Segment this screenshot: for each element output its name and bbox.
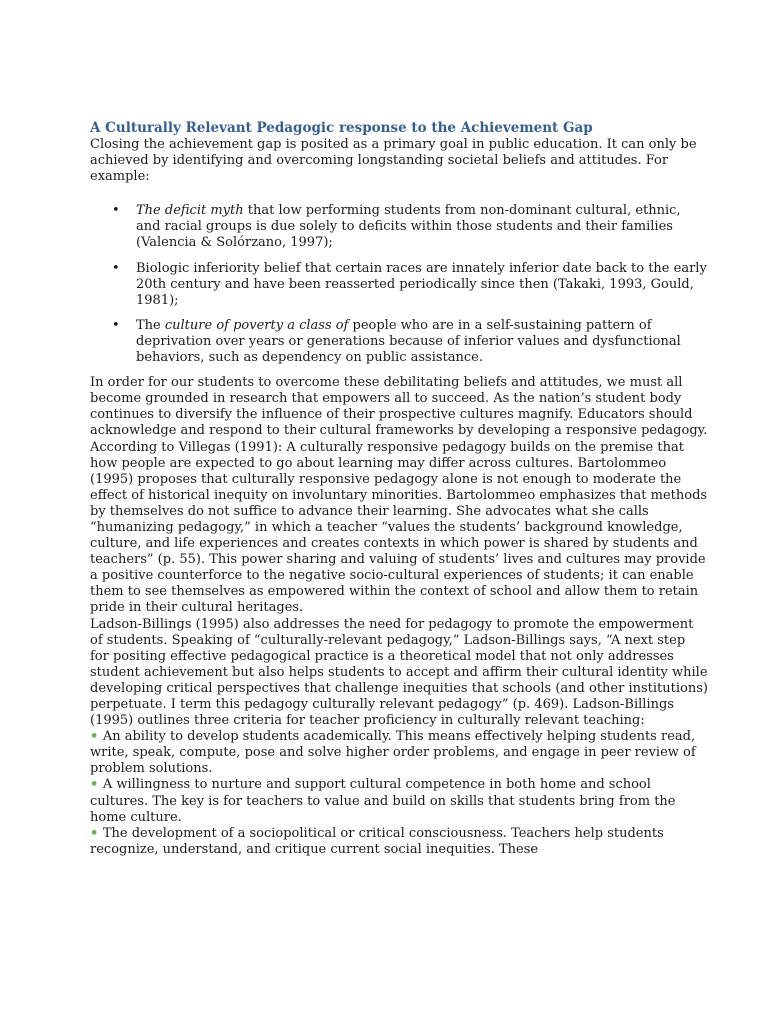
green-bullet-icon: •	[90, 777, 103, 793]
body-paragraph: Ladson-Billings (1995) also addresses the need for pedagogy to promote the empowerment of students. Speaking of “culturally-relevant pedagogy,” Ladson-Billings says, “A next step for positing effective pedagogical practice is a theoretical model that not only addresses student achievement but also helps students to accept and affirm their cultural identity while developing critical perspectives that challenge inequities that schools (and other institutions) perpetuate. I term this pedagogy culturally relevant pedagogy” (p. 469). Ladson-Billings (1995) outlines three criteria for teacher proficiency in culturally relevant teaching:	[90, 616, 708, 729]
criteria-item	[90, 826, 708, 858]
list-item-italic: The deficit myth	[136, 203, 244, 219]
green-bullet-icon: •	[90, 729, 103, 745]
list-item	[90, 261, 708, 309]
body-text	[90, 375, 708, 858]
list-item-text: Biologic inferiority belief that certain races are innately inferior date back to the early 20th century and have been reasserted periodically since then (Takaki, 1993, Gould, 1981);	[136, 260, 707, 308]
list-item	[90, 203, 708, 251]
belief-list	[90, 203, 708, 366]
criteria-item	[90, 729, 708, 777]
document-title: A Culturally Relevant Pedagogic response to the Achievement Gap	[90, 120, 593, 136]
criteria-item-text: A willingness to nurture and support cultural competence in both home and school cultures. The key is for teachers to value and build on skills that students bring from the home culture.	[90, 777, 676, 825]
list-item-text: people who are in a self-sustaining pattern of deprivation over years or generations because of inferior values and dysfunctional behaviors, such as dependency on public assistance.	[136, 317, 681, 366]
green-bullet-icon: •	[90, 825, 103, 841]
bullet-dot-icon: •	[112, 260, 120, 276]
list-item-italic: culture of poverty a class of	[164, 317, 349, 333]
intro-paragraph: Closing the achievement gap is posited as a primary goal in public education. It can only be achieved by identifying and overcoming longstanding societal beliefs and attitudes. For example:	[90, 137, 697, 185]
list-item-text: that low performing students from non-dominant cultural, ethnic, and racial groups is due solely to deficits within those students and their families (Valencia & Solórzano, 1997);	[136, 203, 681, 251]
bullet-dot-icon: •	[112, 203, 120, 219]
body-paragraph: In order for our students to overcome these debilitating beliefs and attitudes, we must all become grounded in research that empowers all to succeed. As the nation’s student body continues to diversify the influence of their prospective cultures magnify. Educators should acknowledge and respond to their cultural frameworks by developing a responsive pedagogy. According to Villegas (1991): A culturally responsive pedagogy builds on the premise that how people are expected to go about learning may differ across cultures. Bartolommeo (1995) proposes that culturally responsive pedagogy alone is not enough to moderate the effect of historical inequity on involuntary minorities. Bartolommeo emphasizes that methods by themselves do not suffice to advance their learning. She advocates what she calls “humanizing pedagogy,” in which a teacher “values the students’ background knowledge, culture, and life experiences and creates contexts in which power is shared by students and teachers” (p. 55). This power sharing and valuing of students’ lives and cultures may provide a positive counterforce to the negative socio-cultural experiences of students; it can enable them to see themselves as empowered within the context of school and allow them to retain pride in their cultural heritages.	[90, 375, 708, 616]
list-item	[90, 318, 708, 366]
criteria-item-text: The development of a sociopolitical or critical consciousness. Teachers help students recognize, understand, and critique current social inequities. These	[90, 825, 664, 857]
criteria-item-text: An ability to develop students academically. This means effectively helping students read, write, speak, compute, pose and solve higher order problems, and engage in peer review of problem solutions.	[90, 729, 696, 777]
criteria-item	[90, 777, 708, 825]
bullet-dot-icon: •	[112, 317, 120, 333]
list-item-prefix: The	[136, 317, 165, 333]
